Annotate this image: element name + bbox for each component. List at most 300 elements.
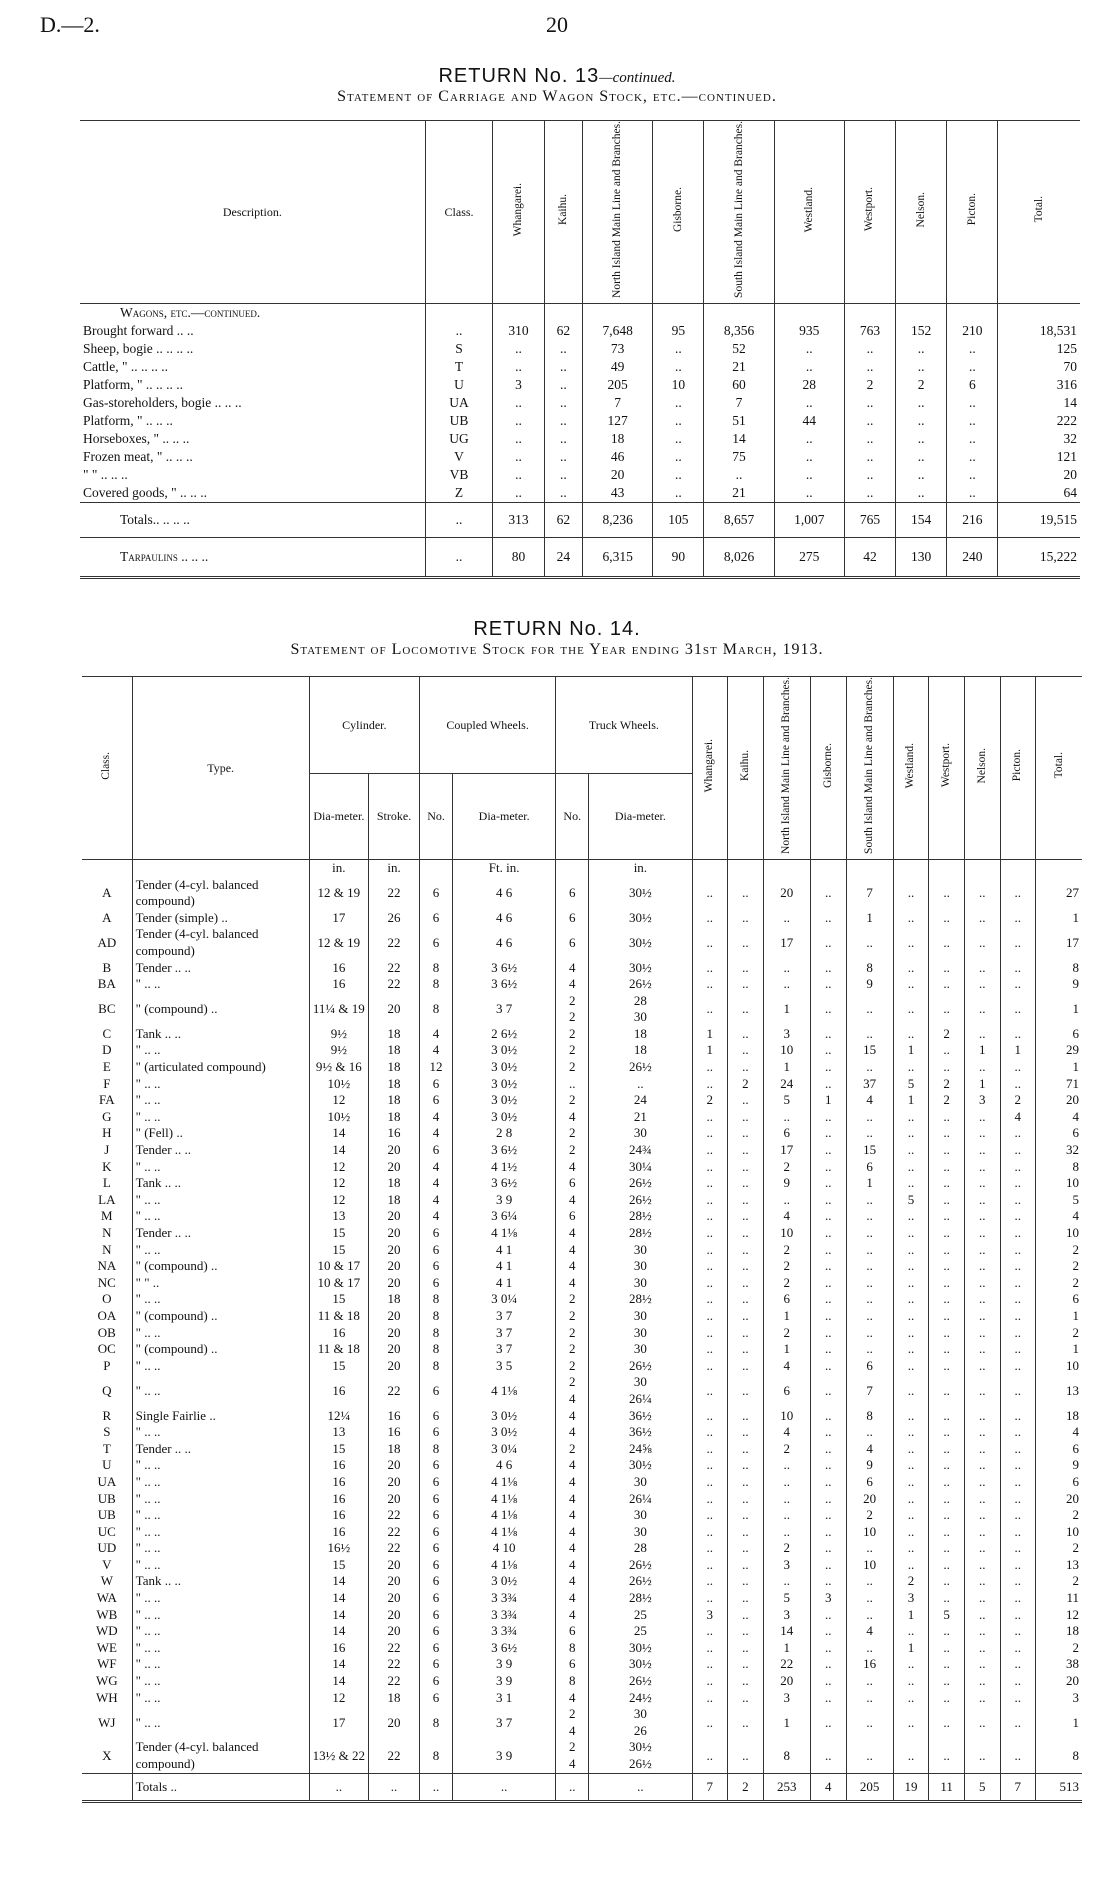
table14-cell: .. (893, 1690, 929, 1707)
table14-cell: 15 (309, 1441, 368, 1458)
table14-cell: 3 0½ (453, 1076, 556, 1093)
table13-cell: 8,026 (704, 537, 774, 577)
table14-row (82, 1656, 1082, 1673)
table13-cell: 275 (774, 537, 844, 577)
table14-cell: .. (1000, 1408, 1036, 1425)
table14-cell: " .. .. (132, 1092, 309, 1109)
table14-cell: .. (846, 926, 893, 959)
table14-cell: 12 (309, 1192, 368, 1209)
table14-cell: 4 1 (453, 1275, 556, 1292)
table14-cell: .. (964, 1291, 1000, 1308)
table13-cell: 216 (947, 502, 998, 537)
table14-cell: .. (1000, 1208, 1036, 1225)
table14-cell: 8 (420, 976, 453, 993)
table14-cell: 17 (763, 1142, 810, 1159)
table14-cell: 205 (846, 1773, 893, 1802)
table14-cell: .. (893, 1291, 929, 1308)
table14-cell: 1 (1036, 1341, 1082, 1358)
table14-cell: NC (97, 1274, 116, 1290)
table14-cell: 2 8 (453, 1125, 556, 1142)
table14-cell: 1 (964, 1076, 1000, 1093)
table14-header-row (82, 677, 1082, 774)
table14-cell: 6 (420, 1557, 453, 1574)
table14-cell: .. (810, 1524, 846, 1541)
return13-subtitle: Statement of Carriage and Wagon Stock, etc.—continued. (337, 88, 777, 105)
table14-cell: LA (98, 1191, 116, 1207)
table14-cell: 6 (420, 926, 453, 959)
table13-cell: 8,236 (583, 502, 653, 537)
table14-cell: .. (728, 993, 764, 1026)
table14-cell: 22 (369, 1540, 420, 1557)
table14-cell: .. (1000, 910, 1036, 927)
table14-cell: 6 (420, 1242, 453, 1259)
table13-cell: .. (653, 412, 704, 430)
table14-cell: 13 (309, 1424, 368, 1441)
table14-cell: .. (1000, 926, 1036, 959)
table13-header-cell (583, 121, 653, 304)
table14-cell: .. (728, 1225, 764, 1242)
table14-cell: .. (1000, 1358, 1036, 1375)
table14-cell: 1 (1000, 1042, 1036, 1059)
table14-cell: " .. .. (132, 1159, 309, 1176)
table14-cell: 10 (1036, 1225, 1082, 1242)
table14-cell (82, 1773, 132, 1802)
table14-cell: .. (728, 1424, 764, 1441)
table14-cell: 6 (420, 1607, 453, 1624)
table13-cell: 62 (544, 322, 583, 340)
table14-cell: 3 9 (453, 1656, 556, 1673)
table14-cell: 5 (929, 1607, 965, 1624)
table14-row (82, 1474, 1082, 1491)
table14-cell: .. (964, 1242, 1000, 1259)
table14-cell: 14 (309, 1673, 368, 1690)
table14-cell: 4 (763, 1424, 810, 1441)
table14-cell: .. (893, 1059, 929, 1076)
table14-cell: .. (728, 1242, 764, 1259)
table14-cell: F (103, 1075, 111, 1091)
table14-cell: .. (728, 1673, 764, 1690)
table14-cell: .. (728, 976, 764, 993)
table14-cell: .. (728, 1109, 764, 1126)
table14-cell: 17 (763, 926, 810, 959)
table13-cell: 18 (583, 430, 653, 448)
table14-cell: .. (893, 1424, 929, 1441)
table13-cell: 32 (998, 430, 1080, 448)
table14-cell: 3 0½ (453, 1424, 556, 1441)
table14-cell: 20 (763, 1673, 810, 1690)
table14-cell: Tender (simple) .. (132, 910, 309, 927)
table14-cell: .. (929, 1424, 965, 1441)
table14-cell: 12 (1036, 1607, 1082, 1624)
table14-subheader-cell: Dia-meter. (453, 773, 556, 859)
table14-cell: 3 (763, 1557, 810, 1574)
table14-cell: .. (728, 1557, 764, 1574)
table14-row (82, 976, 1082, 993)
table14-cell: 2 (763, 1159, 810, 1176)
table14-cell: 29 (1036, 1042, 1082, 1059)
table14-row (82, 1291, 1082, 1308)
table14-cell: 8 (846, 960, 893, 977)
table14-cell: .. (810, 1159, 846, 1176)
table13-cell: .. (653, 466, 704, 484)
table14-cell: " .. .. (132, 1474, 309, 1491)
table14-cell: .. (728, 1275, 764, 1292)
table14-cell: 4 (420, 1159, 453, 1176)
table14-cell: .. (1000, 1159, 1036, 1176)
table14-cell: 20 (369, 1275, 420, 1292)
table14-cell: .. (964, 1656, 1000, 1673)
table14-cell: .. (964, 1474, 1000, 1491)
table14-cell: .. (846, 1640, 893, 1657)
table14-cell: .. (453, 1773, 556, 1802)
table14-unit-cell (420, 859, 453, 876)
return13-heading (0, 65, 1114, 106)
table14-cell: 16 (309, 1524, 368, 1541)
table14-cell: UB (97, 1507, 116, 1523)
table14-cell: 12¼ (309, 1408, 368, 1425)
table14-cell: .. (1000, 1457, 1036, 1474)
table14-cell: .. (893, 976, 929, 993)
table14-unit-cell (964, 859, 1000, 876)
table14-cell: .. (1000, 1540, 1036, 1557)
table14-cell: .. (728, 1059, 764, 1076)
table14-cell: 2 (763, 1258, 810, 1275)
table14-cell: .. (964, 1159, 1000, 1176)
table14-cell: 20 (1036, 1673, 1082, 1690)
table14-cell: .. (728, 1690, 764, 1707)
table13-cell: .. (653, 358, 704, 376)
table13-cell: .. (544, 448, 583, 466)
table14-cell: 24¾ (589, 1142, 692, 1159)
table14-cell: .. (1000, 1690, 1036, 1707)
table14-cell: 6 (1036, 1026, 1082, 1043)
table14-cell: .. (810, 1325, 846, 1342)
table14-row (82, 1242, 1082, 1259)
table14-unit-cell: in. (589, 859, 692, 876)
table13-cell: 130 (896, 537, 947, 577)
table14-cell: .. (929, 1325, 965, 1342)
table13-cell: Frozen meat, " .. .. .. (83, 448, 193, 464)
table14-cell: 2 (1036, 1640, 1082, 1657)
table14-cell: NA (97, 1258, 117, 1274)
table14-cell: 30 (589, 1125, 692, 1142)
table14-cell: .. (1000, 1341, 1036, 1358)
table14-cell: 2 (929, 1076, 965, 1093)
table14-cell: 14 (309, 1142, 368, 1159)
table14-cell: .. (810, 1491, 846, 1508)
table14-cell: 18 (369, 1192, 420, 1209)
table14-cell: 6 (420, 1474, 453, 1491)
table14-cell: 30 (589, 1524, 692, 1541)
table14-cell: .. (929, 877, 965, 910)
table14-cell: 6 (556, 1656, 589, 1673)
table14-cell: .. (728, 1026, 764, 1043)
table14-cell: .. (692, 910, 728, 927)
table14-cell: 30 26¼ (589, 1374, 692, 1407)
table13-cell: 210 (947, 322, 998, 340)
table14-cell: .. (309, 1773, 368, 1802)
table14-cell: .. (1000, 976, 1036, 993)
table14-cell: .. (929, 976, 965, 993)
table14-cell: 6 (420, 1540, 453, 1557)
table14-cell: 2 (893, 1573, 929, 1590)
table14-cell: FA (99, 1092, 115, 1108)
table14-cell: 2 2 (556, 993, 589, 1026)
table14-cell: 1 (810, 1092, 846, 1109)
table14-cell: 3 7 (453, 1341, 556, 1358)
table14-cell: 3 0½ (453, 1408, 556, 1425)
table14-cell: .. (846, 1590, 893, 1607)
table13-cell: .. (896, 484, 947, 503)
table14-cell: .. (846, 1192, 893, 1209)
table14-cell: 10 & 17 (309, 1258, 368, 1275)
table14-cell: .. (964, 1640, 1000, 1657)
table14-cell: 10 (846, 1524, 893, 1541)
table14-cell: 20 (369, 1208, 420, 1225)
table13-cell: .. (493, 394, 544, 412)
table14-cell: 18 (369, 1690, 420, 1707)
table14-cell: 10 (1036, 1358, 1082, 1375)
table13-cell: 70 (998, 358, 1080, 376)
table14-cell: 12 (309, 1092, 368, 1109)
table14-cell: WJ (98, 1714, 116, 1730)
table14-cell: 4 (420, 1026, 453, 1043)
table14-cell: .. (728, 1291, 764, 1308)
table13-cell: .. (653, 430, 704, 448)
table14-cell: 28 (589, 1540, 692, 1557)
table14-cell: .. (846, 1540, 893, 1557)
table14-cell: R (102, 1407, 112, 1423)
table14-cell: 3 6½ (453, 1142, 556, 1159)
table13-row (80, 484, 1080, 503)
table13-cell: .. (425, 502, 493, 537)
table14-cell: .. (810, 1026, 846, 1043)
table14-cell: .. (929, 910, 965, 927)
table14-cell: .. (1000, 1258, 1036, 1275)
table14-cell: .. (846, 1258, 893, 1275)
table14-cell: 4 1⅛ (453, 1491, 556, 1508)
table14-cell: " .. .. (132, 1424, 309, 1441)
table14-cell: WB (96, 1606, 118, 1622)
table14-cell: 4 1⅛ (453, 1374, 556, 1407)
table14-cell: 30 (589, 1341, 692, 1358)
table14-cell: 3 (763, 1607, 810, 1624)
table13-cell: .. (544, 376, 583, 394)
table14-cell: 17 (1036, 926, 1082, 959)
table14-cell: .. (556, 1076, 589, 1093)
table14-cell: .. (893, 1623, 929, 1640)
table14-cell: .. (846, 1673, 893, 1690)
table13-cell: Platform, " .. .. .. .. (83, 376, 184, 392)
table14-cell: .. (964, 1059, 1000, 1076)
table13-row (80, 412, 1080, 430)
table14-cell: 20 (369, 1557, 420, 1574)
table14-cell: .. (763, 1507, 810, 1524)
table13-cell: .. (493, 448, 544, 466)
table14-cell: .. (929, 1640, 965, 1657)
table14-cell: .. (846, 1059, 893, 1076)
table14-cell: 20 (369, 1341, 420, 1358)
table14-cell: .. (810, 960, 846, 977)
table14-cell: .. (1000, 1225, 1036, 1242)
table14-cell: .. (692, 1142, 728, 1159)
table14-row (82, 1142, 1082, 1159)
table13-cell: 90 (653, 537, 704, 577)
table13-cell: .. (544, 430, 583, 448)
table14-cell: 9 (846, 976, 893, 993)
table14-cell: 17 (309, 1706, 368, 1739)
table14-cell: " .. .. (132, 1540, 309, 1557)
table13-header-row (80, 121, 1080, 304)
table14-cell: .. (929, 1739, 965, 1773)
table14-cell: K (102, 1158, 112, 1174)
table13-cell: 62 (544, 502, 583, 537)
table14-cell: .. (1000, 1175, 1036, 1192)
table14-cell: 6 (420, 910, 453, 927)
table14-row (82, 1424, 1082, 1441)
locomotive-stock-table (82, 676, 1082, 1803)
table14-row (82, 1192, 1082, 1209)
table14-cell: .. (692, 1507, 728, 1524)
table14-cell: .. (929, 1109, 965, 1126)
table14-row (82, 1258, 1082, 1275)
table14-cell: .. (964, 1673, 1000, 1690)
table14-cell: .. (1000, 1441, 1036, 1458)
table14-header-label: Class. (100, 751, 113, 780)
table14-cell: 6 (556, 877, 589, 910)
table14-cell: .. (893, 1673, 929, 1690)
table14-cell: .. (893, 1507, 929, 1524)
table13-row (80, 448, 1080, 466)
table14-cell: 20 (369, 1159, 420, 1176)
table14-cell: .. (763, 1573, 810, 1590)
table14-cell: .. (692, 926, 728, 959)
table13-cell: Z (425, 484, 493, 503)
table14-cell: .. (964, 1175, 1000, 1192)
table14-header-label: Kaihu. (738, 749, 751, 781)
table14-cell: 6 (556, 1623, 589, 1640)
table14-cell: 18 (369, 1026, 420, 1043)
table14-cell: 4 (556, 1690, 589, 1707)
table14-cell: 3 6½ (453, 976, 556, 993)
table13-cell: 222 (998, 412, 1080, 430)
table14-cell: 5 (893, 1076, 929, 1093)
table14-cell: 513 (1036, 1773, 1082, 1802)
table14-cell: 4 (846, 1623, 893, 1640)
table14-cell: .. (692, 1208, 728, 1225)
table14-cell: .. (728, 877, 764, 910)
table14-cell: 2 (929, 1092, 965, 1109)
table14-cell: 22 (369, 1640, 420, 1657)
table14-cell: AD (97, 934, 117, 950)
table14-row (82, 1507, 1082, 1524)
table14-cell: .. (1000, 1524, 1036, 1541)
table14-cell: 6 (420, 1275, 453, 1292)
table14-cell: 10 (1036, 1175, 1082, 1192)
table14-cell: .. (728, 1590, 764, 1607)
table14-cell: .. (929, 1142, 965, 1159)
table14-cell: .. (929, 993, 965, 1026)
table13-cell: U (425, 376, 493, 394)
table14-cell: 20 (1036, 1491, 1082, 1508)
table14-cell: 2 (763, 1325, 810, 1342)
table13-cell (896, 303, 947, 322)
table14-cell: 26½ (589, 1059, 692, 1076)
table13-cell (653, 303, 704, 322)
table14-cell: 26½ (589, 1557, 692, 1574)
table14-cell: .. (964, 1557, 1000, 1574)
table14-cell: .. (1000, 1739, 1036, 1773)
table14-cell: 2 (556, 1142, 589, 1159)
table14-cell: .. (728, 1474, 764, 1491)
table13-cell: .. (947, 358, 998, 376)
table14-row (82, 1557, 1082, 1574)
table14-cell: .. (893, 1026, 929, 1043)
table13-cell: 1,007 (774, 502, 844, 537)
table14-row (82, 1109, 1082, 1126)
table14-cell: .. (929, 1623, 965, 1640)
table14-cell: 10 (846, 1557, 893, 1574)
table14-cell: 9½ & 16 (309, 1059, 368, 1076)
table14-cell: 4 (556, 1474, 589, 1491)
table14-cell: 5 (763, 1590, 810, 1607)
table14-cell: 4 6 (453, 1457, 556, 1474)
table14-cell: .. (929, 1507, 965, 1524)
table14-cell: 2 (728, 1076, 764, 1093)
table14-cell: 30 (589, 1242, 692, 1259)
table14-cell: 22 (369, 1374, 420, 1407)
table14-cell: .. (763, 960, 810, 977)
table14-cell: .. (964, 1457, 1000, 1474)
table13-row (80, 394, 1080, 412)
table14-cell: 16 (369, 1424, 420, 1441)
table14-cell: .. (692, 1573, 728, 1590)
table14-cell: 10 (763, 1225, 810, 1242)
table14-cell: .. (728, 1258, 764, 1275)
table14-cell: 20 (369, 1706, 420, 1739)
table14-cell: WF (97, 1656, 117, 1672)
table14-cell: .. (728, 1408, 764, 1425)
table14-cell: .. (692, 1408, 728, 1425)
return14-heading (0, 618, 1114, 659)
table14-cell: 3 (964, 1092, 1000, 1109)
table14-cell: 7 (846, 877, 893, 910)
table14-cell: 22 (369, 926, 420, 959)
table14-cell: .. (929, 1590, 965, 1607)
table14-cell: 1 (1036, 1706, 1082, 1739)
table13-header-cell (998, 121, 1080, 304)
table14-cell: .. (1000, 1026, 1036, 1043)
table13-header-label: North Island Main Line and Branches. (611, 121, 624, 298)
table14-row (82, 1408, 1082, 1425)
table14-cell: " (Fell) .. (132, 1125, 309, 1142)
table14-cell: 9 (846, 1457, 893, 1474)
table14-cell: 38 (1036, 1656, 1082, 1673)
table14-cell: 3 7 (453, 1308, 556, 1325)
table14-cell: 6 (420, 1507, 453, 1524)
table14-cell: 6 (420, 1590, 453, 1607)
table14-cell: .. (1000, 1325, 1036, 1342)
table14-cell: 30½ 26½ (589, 1739, 692, 1773)
table14-cell: .. (728, 1457, 764, 1474)
table14-cell: .. (846, 1291, 893, 1308)
table14-cell: .. (846, 1424, 893, 1441)
table14-cell: 20 (369, 1258, 420, 1275)
table14-cell: " .. .. (132, 1208, 309, 1225)
table14-cell: 20 (1036, 1092, 1082, 1109)
table14-cell: 6 (420, 1258, 453, 1275)
table14-header-cell (692, 677, 728, 860)
